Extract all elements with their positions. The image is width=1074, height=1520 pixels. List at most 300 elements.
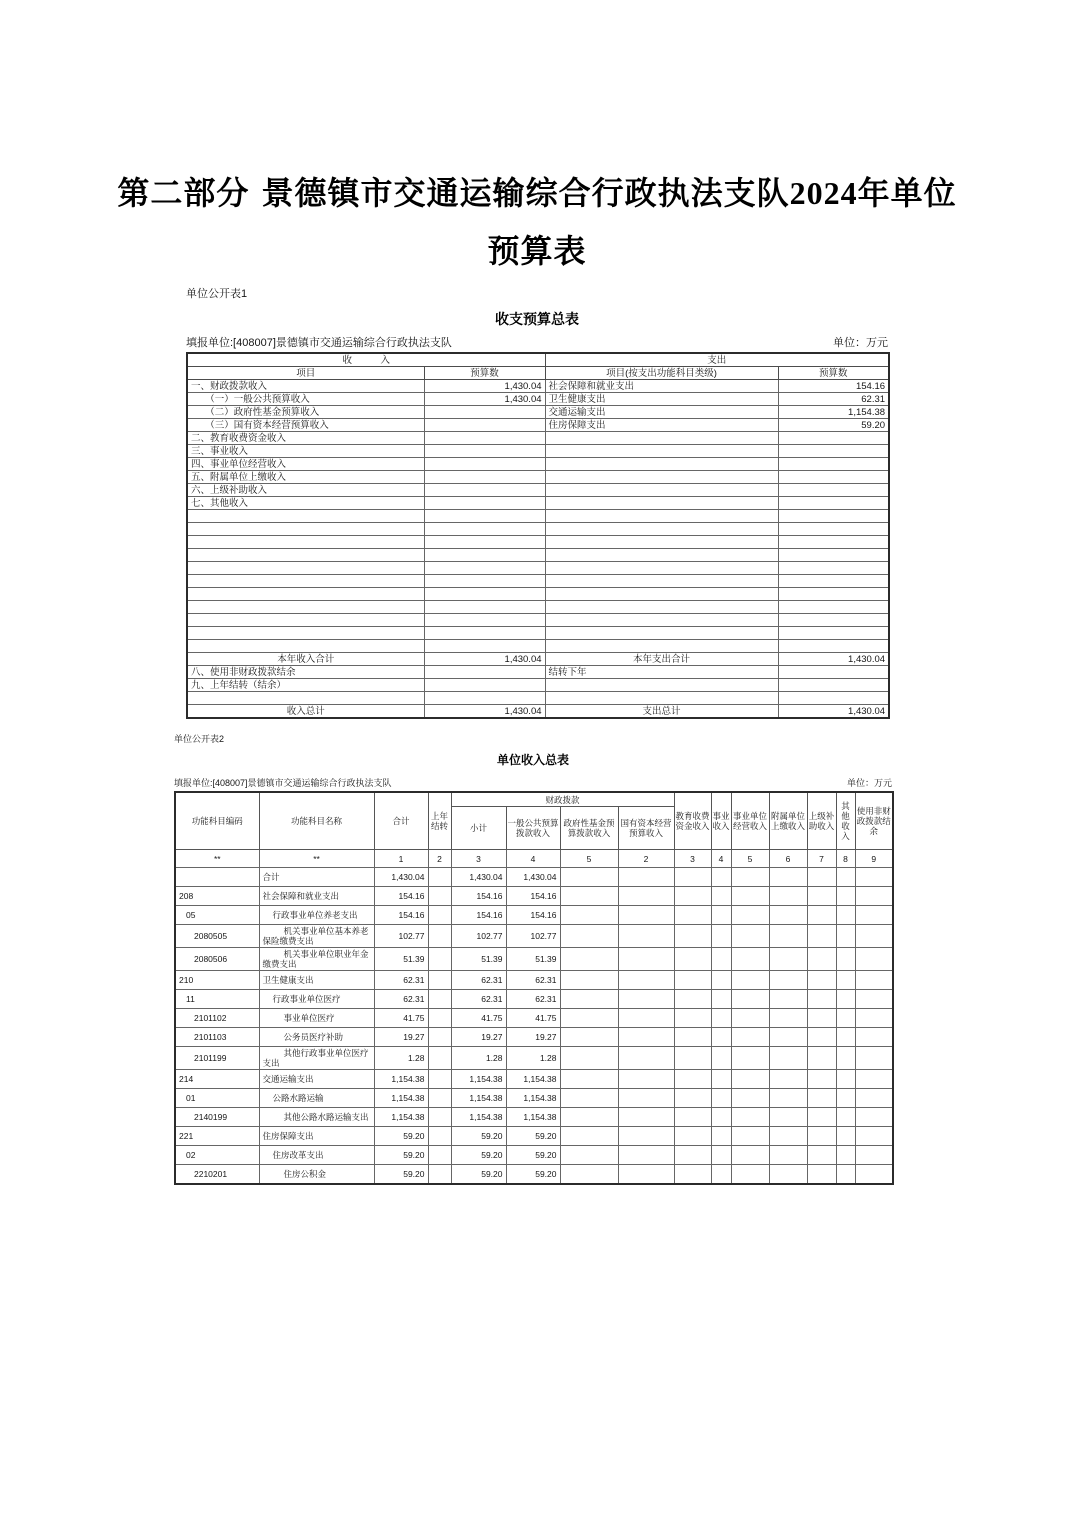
table-cell — [769, 971, 807, 990]
table-cell — [674, 925, 711, 948]
col-government-fund: 政府性基金预算拨款收入 — [560, 807, 618, 850]
table-cell — [424, 679, 545, 692]
table-cell — [424, 510, 545, 523]
col-total: 合计 — [374, 792, 428, 850]
table-cell — [807, 906, 836, 925]
table-cell — [855, 1009, 893, 1028]
table-cell — [674, 1127, 711, 1146]
table-cell — [855, 1047, 893, 1070]
table-row — [175, 906, 893, 925]
income-table-meta — [174, 776, 892, 789]
table-cell — [424, 692, 545, 705]
table-cell — [674, 948, 711, 971]
table-cell — [855, 887, 893, 906]
table-cell — [545, 679, 778, 692]
table-cell — [560, 1070, 618, 1089]
table-cell — [836, 887, 855, 906]
table-cell — [674, 990, 711, 1009]
table-cell: 1.28 — [374, 1047, 428, 1070]
table-cell — [769, 868, 807, 887]
table-cell: 02 — [175, 1146, 259, 1165]
table-cell: 六、上级补助收入 — [187, 484, 424, 497]
table-cell: 59.20 — [778, 419, 889, 432]
table-cell — [731, 1028, 769, 1047]
table-cell — [187, 588, 424, 601]
table-cell — [187, 627, 424, 640]
table-cell — [778, 640, 889, 653]
table-row — [187, 380, 889, 393]
table-cell: 交通运输支出 — [259, 1070, 374, 1089]
table-cell — [560, 1009, 618, 1028]
table-cell — [855, 1146, 893, 1165]
table-cell — [769, 906, 807, 925]
table-cell — [545, 614, 778, 627]
table-cell — [560, 971, 618, 990]
table-row — [187, 471, 889, 484]
table-cell — [731, 1165, 769, 1184]
table-cell — [428, 948, 451, 971]
table-cell: 154.16 — [374, 887, 428, 906]
table-cell: 交通运输支出 — [545, 406, 778, 419]
table-cell — [674, 1009, 711, 1028]
table-cell — [674, 971, 711, 990]
table-cell — [545, 471, 778, 484]
col-business-operating: 事业单位经营收入 — [731, 792, 769, 850]
table-cell: 机关事业单位基本养老保险缴费支出 — [259, 925, 374, 948]
table-cell — [674, 1047, 711, 1070]
table-cell — [769, 1127, 807, 1146]
table-cell: 154.16 — [374, 906, 428, 925]
table-cell: 41.75 — [506, 1009, 560, 1028]
table-cell — [618, 906, 674, 925]
table-cell — [855, 1028, 893, 1047]
table-cell — [711, 868, 731, 887]
table-cell — [560, 1108, 618, 1127]
income-expenditure-summary-table — [186, 352, 890, 719]
table-cell — [618, 868, 674, 887]
unit-income-table — [174, 791, 894, 1185]
table-row — [187, 601, 889, 614]
table-row — [187, 497, 889, 510]
table-cell — [711, 1127, 731, 1146]
table-cell — [674, 1028, 711, 1047]
table-cell — [855, 948, 893, 971]
table-row — [187, 393, 889, 406]
table-cell — [618, 887, 674, 906]
table-cell: （一）一般公共预算收入 — [187, 393, 424, 406]
table-row — [187, 692, 889, 705]
table-cell — [769, 887, 807, 906]
table-cell — [428, 990, 451, 1009]
table-cell — [618, 1028, 674, 1047]
table-cell — [731, 1108, 769, 1127]
table-cell — [560, 1165, 618, 1184]
table-cell — [560, 1089, 618, 1108]
table-cell — [424, 562, 545, 575]
table-cell — [836, 868, 855, 887]
table-cell — [769, 1047, 807, 1070]
table-cell — [424, 523, 545, 536]
table-cell — [769, 990, 807, 1009]
table-cell — [807, 1070, 836, 1089]
table-cell — [711, 887, 731, 906]
table-cell: 本年收入合计 — [187, 653, 424, 666]
table-cell — [731, 971, 769, 990]
table-row — [187, 432, 889, 445]
table-cell — [618, 1127, 674, 1146]
table-cell — [428, 1108, 451, 1127]
table-cell — [855, 1127, 893, 1146]
table-cell — [836, 1089, 855, 1108]
table-cell — [807, 1146, 836, 1165]
table-row — [187, 406, 889, 419]
table-cell — [836, 1047, 855, 1070]
column-number-cell: 5 — [560, 850, 618, 868]
col-expense-item: 项目(按支出功能科目类级) — [545, 367, 778, 380]
table-row — [175, 990, 893, 1009]
table-cell — [731, 887, 769, 906]
table-row — [187, 588, 889, 601]
table-cell — [855, 868, 893, 887]
table-cell — [424, 432, 545, 445]
table-cell: 19.27 — [506, 1028, 560, 1047]
table-row — [175, 1127, 893, 1146]
table-cell: 1,154.38 — [451, 1089, 506, 1108]
table-cell — [187, 692, 424, 705]
table-cell — [424, 549, 545, 562]
table-row — [187, 484, 889, 497]
table-cell — [778, 679, 889, 692]
table-row — [187, 510, 889, 523]
table-cell — [855, 925, 893, 948]
column-number-cell: 4 — [711, 850, 731, 868]
table-cell: 1,154.38 — [506, 1108, 560, 1127]
unit-income-section — [174, 732, 892, 1185]
table-cell — [731, 1127, 769, 1146]
table-cell — [545, 692, 778, 705]
table-cell: 2140199 — [175, 1108, 259, 1127]
table-cell — [424, 601, 545, 614]
table-cell — [778, 627, 889, 640]
document-title-line2: 预算表 — [487, 233, 587, 269]
table-cell: 住房公积金 — [259, 1165, 374, 1184]
table-cell — [711, 1070, 731, 1089]
table-cell: 本年支出合计 — [545, 653, 778, 666]
unit-note-1: 单位：万元 — [833, 337, 888, 349]
table-row — [175, 1108, 893, 1127]
table-cell — [545, 445, 778, 458]
table-cell — [836, 1146, 855, 1165]
table-cell: 结转下年 — [545, 666, 778, 679]
col-income-budget: 预算数 — [424, 367, 545, 380]
table-cell — [711, 1009, 731, 1028]
table-cell: 154.16 — [451, 906, 506, 925]
table-cell — [731, 1047, 769, 1070]
table-cell — [545, 549, 778, 562]
table-cell — [807, 1028, 836, 1047]
table-cell — [560, 925, 618, 948]
table-cell — [424, 614, 545, 627]
table-cell — [769, 1028, 807, 1047]
col-group-fiscal-appropriation: 财政拨款 — [451, 792, 674, 807]
table-cell — [618, 990, 674, 1009]
table-cell — [769, 948, 807, 971]
table-cell — [836, 1070, 855, 1089]
table-cell: 1,154.38 — [778, 406, 889, 419]
table-cell — [187, 614, 424, 627]
table-cell: 62.31 — [451, 990, 506, 1009]
table-cell: 59.20 — [374, 1165, 428, 1184]
table-cell: 1,154.38 — [374, 1089, 428, 1108]
table-cell — [836, 948, 855, 971]
table-cell — [807, 1165, 836, 1184]
table-cell: 1,430.04 — [374, 868, 428, 887]
table-cell — [424, 575, 545, 588]
table-cell — [731, 990, 769, 1009]
table-cell — [428, 906, 451, 925]
table-cell — [731, 1009, 769, 1028]
table-cell — [778, 549, 889, 562]
table-cell: 51.39 — [451, 948, 506, 971]
table-cell — [424, 458, 545, 471]
table-row — [187, 458, 889, 471]
table-cell: 2080505 — [175, 925, 259, 948]
table-row — [175, 971, 893, 990]
column-number-cell: 3 — [451, 850, 506, 868]
table-cell — [778, 471, 889, 484]
table-cell — [424, 419, 545, 432]
table-row — [187, 679, 889, 692]
table-cell — [778, 536, 889, 549]
table-cell: 154.16 — [778, 380, 889, 393]
table-cell — [778, 666, 889, 679]
col-non-fiscal-balance: 使用非财政拨款结余 — [855, 792, 893, 850]
table-row — [175, 887, 893, 906]
column-number-cell: 4 — [506, 850, 560, 868]
table-cell — [545, 497, 778, 510]
table-row — [175, 1070, 893, 1089]
table-cell: 事业单位医疗 — [259, 1009, 374, 1028]
table-cell — [545, 458, 778, 471]
table-cell — [778, 497, 889, 510]
table-cell — [428, 1009, 451, 1028]
table-cell — [560, 1047, 618, 1070]
table-cell: 卫生健康支出 — [545, 393, 778, 406]
table-cell: 2101103 — [175, 1028, 259, 1047]
table-cell — [807, 990, 836, 1009]
table-cell — [545, 523, 778, 536]
report-unit-2: 填报单位:[408007]景德镇市交通运输综合行政执法支队 — [174, 778, 392, 788]
table-cell: 19.27 — [374, 1028, 428, 1047]
col-carryover: 上年结转 — [428, 792, 451, 850]
table-row — [187, 705, 889, 719]
table-cell — [711, 1028, 731, 1047]
unit-note-2: 单位：万元 — [846, 778, 892, 788]
table-cell — [711, 906, 731, 925]
table-cell — [769, 1146, 807, 1165]
table-cell — [836, 1108, 855, 1127]
table-cell: 九、上年结转（结余） — [187, 679, 424, 692]
table-row — [187, 666, 889, 679]
table-cell — [428, 1127, 451, 1146]
table-cell — [560, 1028, 618, 1047]
table-cell: 社会保障和就业支出 — [545, 380, 778, 393]
table-cell — [807, 868, 836, 887]
budget-summary-section — [186, 285, 888, 719]
table-cell: 1,430.04 — [778, 653, 889, 666]
col-education-fee: 教育收费资金收入 — [674, 792, 711, 850]
table-cell — [769, 1108, 807, 1127]
table-cell — [618, 1108, 674, 1127]
table-cell: 1,430.04 — [424, 653, 545, 666]
table-cell: 62.31 — [374, 971, 428, 990]
table-cell — [424, 484, 545, 497]
table-row — [175, 1165, 893, 1184]
col-business-income: 事业收入 — [711, 792, 731, 850]
table-cell: 41.75 — [374, 1009, 428, 1028]
table-cell — [711, 990, 731, 1009]
table-cell: 59.20 — [451, 1146, 506, 1165]
table-cell — [187, 601, 424, 614]
table-row — [175, 925, 893, 948]
table-cell: 154.16 — [506, 887, 560, 906]
table-row — [187, 445, 889, 458]
table-cell — [187, 523, 424, 536]
table-cell — [807, 1127, 836, 1146]
column-number-cell: 5 — [731, 850, 769, 868]
table-cell — [711, 1108, 731, 1127]
table-row — [187, 640, 889, 653]
table-cell: 1,154.38 — [506, 1070, 560, 1089]
table-cell: 住房保障支出 — [545, 419, 778, 432]
table-cell — [836, 1009, 855, 1028]
table-row — [175, 1047, 893, 1070]
column-number-cell: 2 — [428, 850, 451, 868]
table-cell: 2210201 — [175, 1165, 259, 1184]
table-cell — [836, 1127, 855, 1146]
table-cell: 1,430.04 — [424, 705, 545, 719]
table-cell: 卫生健康支出 — [259, 971, 374, 990]
table-cell — [731, 948, 769, 971]
table-cell — [836, 1165, 855, 1184]
col-general-public-budget: 一般公共预算拨款收入 — [506, 807, 560, 850]
table-cell — [778, 601, 889, 614]
table-cell: 七、其他收入 — [187, 497, 424, 510]
table-cell — [545, 575, 778, 588]
table-cell — [731, 868, 769, 887]
report-unit-1: 填报单位:[408007]景德镇市交通运输综合行政执法支队 — [186, 337, 452, 349]
table-row — [187, 627, 889, 640]
table-cell: 1,430.04 — [424, 380, 545, 393]
table-cell — [731, 1070, 769, 1089]
table-cell — [769, 925, 807, 948]
table-cell — [187, 575, 424, 588]
table-cell — [187, 536, 424, 549]
table-cell: 支出总计 — [545, 705, 778, 719]
column-number-cell: 1 — [374, 850, 428, 868]
table-cell — [428, 887, 451, 906]
table-cell: 62.31 — [506, 990, 560, 1009]
table-cell — [778, 692, 889, 705]
table-cell — [711, 948, 731, 971]
table-cell: 59.20 — [451, 1127, 506, 1146]
table-cell: 1,430.04 — [424, 393, 545, 406]
table-row — [175, 1146, 893, 1165]
table-cell — [807, 1108, 836, 1127]
table-cell: 其他行政事业单位医疗支出 — [259, 1047, 374, 1070]
table-cell — [424, 588, 545, 601]
sheet-label-2: 单位公开表2 — [174, 734, 225, 744]
table-cell — [187, 562, 424, 575]
table-cell — [778, 614, 889, 627]
table-cell: 1.28 — [506, 1047, 560, 1070]
table-cell — [769, 1165, 807, 1184]
table-cell: 59.20 — [506, 1165, 560, 1184]
table-cell: 公务员医疗补助 — [259, 1028, 374, 1047]
table-cell: 62.31 — [506, 971, 560, 990]
table-cell: 住房保障支出 — [259, 1127, 374, 1146]
col-expenditure: 支出 — [545, 353, 889, 367]
table-cell — [618, 1146, 674, 1165]
column-number-cell: 2 — [618, 850, 674, 868]
table-cell: 102.77 — [374, 925, 428, 948]
table-cell — [424, 497, 545, 510]
table-cell — [836, 971, 855, 990]
table-cell — [428, 868, 451, 887]
table-cell: 1,154.38 — [374, 1108, 428, 1127]
table-cell — [428, 1146, 451, 1165]
table-cell: 五、附属单位上缴收入 — [187, 471, 424, 484]
table-cell — [618, 925, 674, 948]
summary-table-meta — [186, 334, 888, 350]
table-cell — [674, 1070, 711, 1089]
table-cell: 2101199 — [175, 1047, 259, 1070]
table-cell — [836, 1028, 855, 1047]
col-income: 收 入 — [187, 353, 545, 367]
table-cell — [545, 627, 778, 640]
table-cell — [855, 971, 893, 990]
table-cell: 41.75 — [451, 1009, 506, 1028]
table-cell — [560, 948, 618, 971]
table-cell — [545, 588, 778, 601]
table-cell: 1,154.38 — [451, 1070, 506, 1089]
table-cell — [175, 868, 259, 887]
table-cell — [769, 1009, 807, 1028]
table-cell: 收入总计 — [187, 705, 424, 719]
table-cell: 62.31 — [778, 393, 889, 406]
table-row — [175, 1028, 893, 1047]
table-row — [175, 1089, 893, 1108]
table-cell — [807, 1089, 836, 1108]
document-title-strong-segment: 第二部分 景德镇市交通运输 — [117, 174, 526, 212]
table-cell — [807, 1047, 836, 1070]
table-cell — [711, 1165, 731, 1184]
table-cell — [428, 1165, 451, 1184]
table-cell — [424, 640, 545, 653]
table-cell — [424, 666, 545, 679]
table-cell: 1,154.38 — [374, 1070, 428, 1089]
table-row — [175, 948, 893, 971]
table-cell — [778, 484, 889, 497]
table-cell: 59.20 — [506, 1146, 560, 1165]
table-cell — [778, 432, 889, 445]
table-cell — [674, 868, 711, 887]
table-cell — [424, 471, 545, 484]
table-cell: 行政事业单位养老支出 — [259, 906, 374, 925]
table-cell: 214 — [175, 1070, 259, 1089]
table-cell: （二）政府性基金预算收入 — [187, 406, 424, 419]
table-row — [187, 575, 889, 588]
